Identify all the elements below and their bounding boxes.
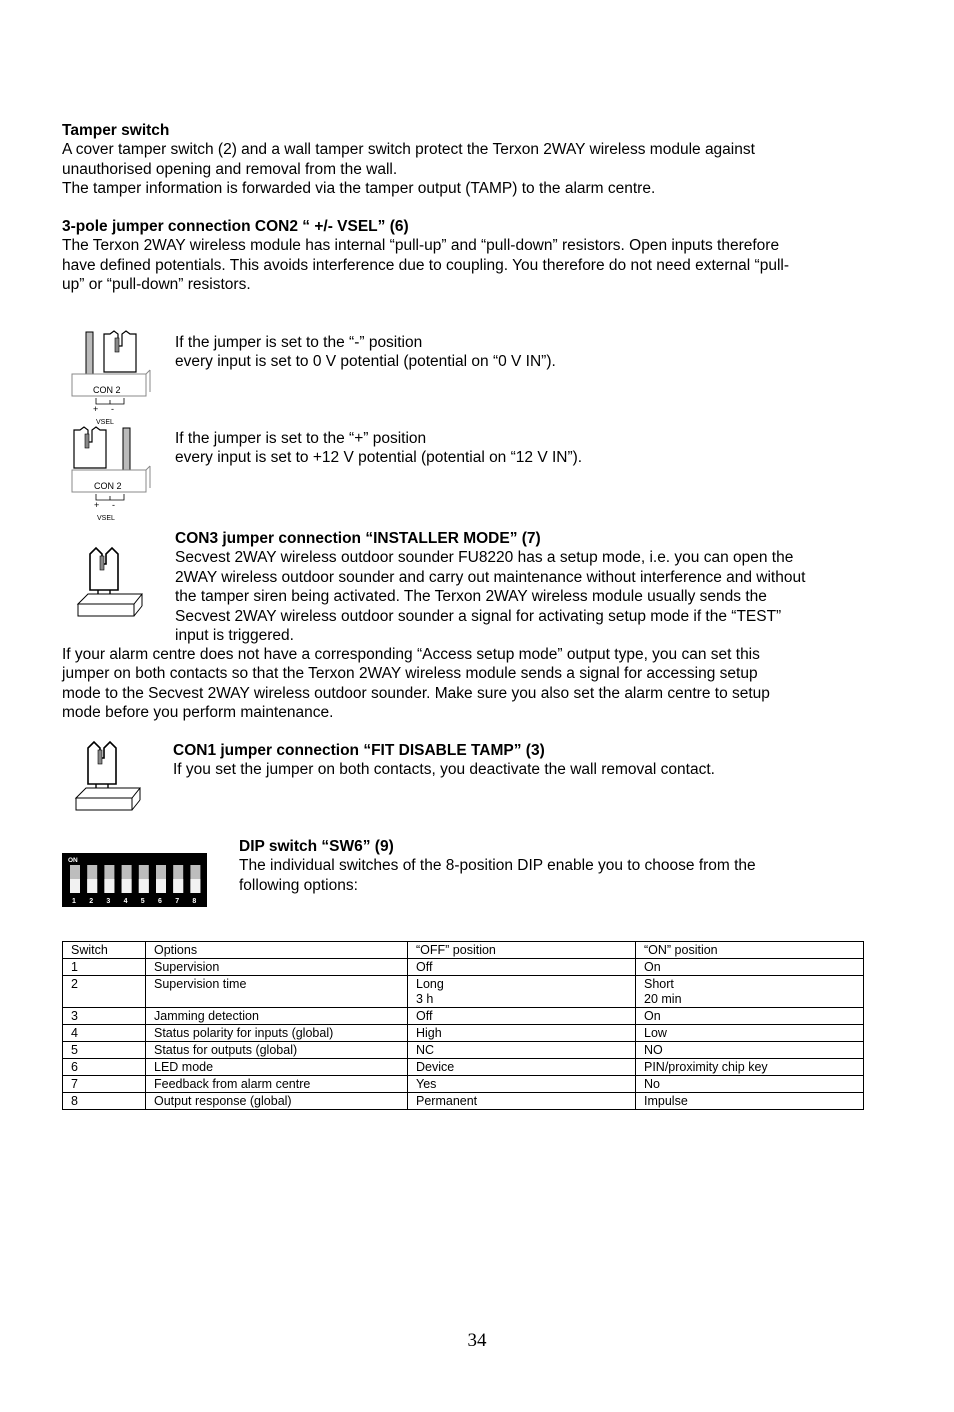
cell-switch: 4 [63,1025,146,1042]
dip-number: 3 [106,898,111,905]
con2-section [62,217,789,295]
cell-option: Output response (global) [146,1093,408,1110]
dip-number: 1 [72,898,76,905]
table-row [63,1059,864,1076]
dip-lever [139,879,149,893]
cell-switch: 8 [63,1093,146,1110]
con3-line: Secvest 2WAY wireless outdoor sounder FU8220 has a setup mode, i.e. you can open the [175,549,794,567]
cell-off: High [408,1025,636,1042]
dip-section [239,837,756,895]
dip-lever [70,879,80,893]
cell-on: Impulse [636,1093,864,1110]
dip-lever [87,879,97,893]
dip-lever [156,879,166,893]
cell-off: Long 3 h [408,976,636,1008]
con1-section [173,741,715,780]
cell-off: Permanent [408,1093,636,1110]
dip-options-table [62,941,864,1110]
con3-after-line: mode to the Secvest 2WAY wireless outdoor sounder. Make sure you also set the alarm centre to setup [62,684,770,702]
dip-switch-image [62,853,207,907]
con1-heading: CON1 jumper connection “FIT DISABLE TAMP” (3) [173,742,545,759]
cell-on: NO [636,1042,864,1059]
cell-on: No [636,1076,864,1093]
cell-option: Feedback from alarm centre [146,1076,408,1093]
tamper-heading: Tamper switch [62,122,170,139]
cell-option: Supervision [146,959,408,976]
header-on-position: “ON” position [636,942,864,959]
minus-sign: - [111,404,114,414]
dip-number: 4 [123,898,128,905]
tamper-line: A cover tamper switch (2) and a wall tamper switch protect the Terxon 2WAY wireless module against [62,141,755,159]
table-header-row [63,942,864,959]
cell-switch: 5 [63,1042,146,1059]
jumper-minus-diagram [68,328,152,426]
dip-number: 6 [158,898,162,905]
table-row [63,1076,864,1093]
con3-section [175,529,805,645]
dip-number: 7 [175,898,180,905]
con2-minus-line: If the jumper is set to the “-” position [175,334,423,351]
cell-on: Short 20 min [636,976,864,1008]
dip-number: 2 [89,898,94,905]
table-row [63,1025,864,1042]
con3-line: Secvest 2WAY wireless outdoor sounder a signal for activating setup mode if the “TEST” [175,607,782,625]
table-row [63,1093,864,1110]
table-row [63,1042,864,1059]
cell-on: PIN/proximity chip key [636,1059,864,1076]
dip-number: 8 [192,898,197,905]
con1-line: If you set the jumper on both contacts, you deactivate the wall removal contact. [173,761,715,779]
cell-option: LED mode [146,1059,408,1076]
vsel-label: VSEL [96,419,114,426]
cell-switch: 2 [63,976,146,1008]
tamper-section [62,121,755,199]
cell-option: Status for outputs (global) [146,1042,408,1059]
dip-on-label: ON [68,857,78,864]
dip-lever [173,879,183,893]
cell-switch: 6 [63,1059,146,1076]
con3-after-line: mode before you perform maintenance. [62,704,334,722]
cell-off: NC [408,1042,636,1059]
con2-label: CON 2 [93,385,121,395]
dip-line: The individual switches of the 8-position DIP enable you to choose from the [239,857,756,875]
jumper-plus-diagram [68,424,152,522]
table-row [63,1008,864,1025]
con2-label: CON 2 [94,481,122,491]
cell-switch: 7 [63,1076,146,1093]
con3-line: input is triggered. [175,627,294,645]
con3-after-line: jumper on both contacts so that the Terxon 2WAY wireless module sends a signal for accessing setup [62,665,758,683]
dip-line: following options: [239,876,358,894]
cell-option: Jamming detection [146,1008,408,1025]
con2-line: have defined potentials. This avoids interference due to coupling. You therefore do not need external “pull- [62,256,789,274]
cell-off: Off [408,959,636,976]
header-options: Options [146,942,408,959]
page-number: 34 [467,1330,487,1351]
header-off-position: “OFF” position [408,942,636,959]
con2-plus-line: If the jumper is set to the “+” position [175,430,427,447]
cell-option: Status polarity for inputs (global) [146,1025,408,1042]
con3-after-text [62,645,770,723]
con2-plus-text [175,429,582,468]
con2-line: The Terxon 2WAY wireless module has internal “pull-up” and “pull-down” resistors. Open inputs therefore [62,237,780,255]
tamper-line: unauthorised opening and removal from the wall. [62,160,398,178]
vsel-label: VSEL [97,515,115,522]
dip-switch-graphic [62,853,207,907]
con3-line: 2WAY wireless outdoor sounder and carry out maintenance without interference and without [175,568,806,586]
table-row [63,959,864,976]
con2-line: up” or “pull-down” resistors. [62,276,251,294]
dip-heading: DIP switch “SW6” (9) [239,838,394,855]
jumper-con3-diagram [74,546,146,620]
cell-option: Supervision time [146,976,408,1008]
con2-heading: 3-pole jumper connection CON2 “ +/- VSEL” (6) [62,218,409,235]
table-row [63,976,864,1008]
minus-sign: - [112,500,115,510]
dip-number: 5 [140,898,145,905]
jumper-con1-diagram [72,740,144,814]
cell-off: Device [408,1059,636,1076]
cell-switch: 1 [63,959,146,976]
tamper-line: The tamper information is forwarded via the tamper output (TAMP) to the alarm centre. [62,180,656,198]
con2-minus-text [175,333,556,372]
cell-off: Yes [408,1076,636,1093]
cell-off: Off [408,1008,636,1025]
con2-minus-line: every input is set to 0 V potential (potential on “0 V IN”). [175,353,556,371]
cell-on: On [636,1008,864,1025]
header-switch: Switch [63,942,146,959]
cell-on: On [636,959,864,976]
dip-lever [104,879,114,893]
con3-heading: CON3 jumper connection “INSTALLER MODE” (7) [175,530,541,547]
dip-lever [190,879,200,893]
con3-line: the tamper siren being activated. The Terxon 2WAY wireless module usually sends the [175,588,767,606]
cell-switch: 3 [63,1008,146,1025]
dip-lever [122,879,132,893]
cell-on: Low [636,1025,864,1042]
plus-sign: + [93,404,99,414]
plus-sign: + [94,500,100,510]
con2-plus-line: every input is set to +12 V potential (potential on “12 V IN”). [175,449,583,467]
con3-after-line: If your alarm centre does not have a corresponding “Access setup mode” output type, you can set this [62,646,760,663]
